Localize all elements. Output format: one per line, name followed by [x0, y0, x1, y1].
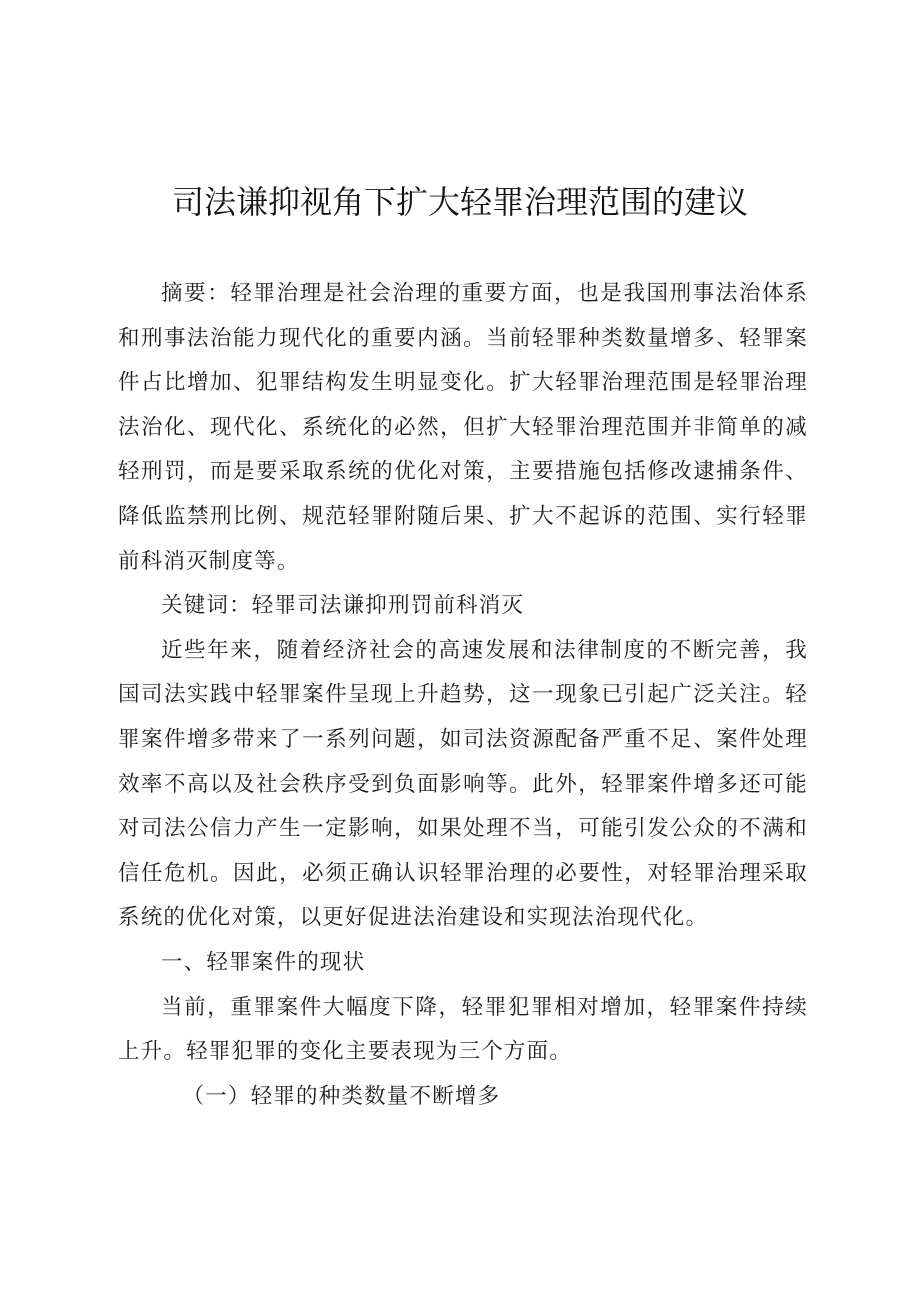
- subsection-heading: （一）轻罪的种类数量不断增多: [182, 1083, 501, 1109]
- keywords-paragraph: 关键词：轻罪司法谦抑刑罚前科消灭: [161, 593, 525, 619]
- document-title: 司法谦抑视角下扩大轻罪治理范围的建议: [171, 183, 748, 221]
- document-body: [118, 272, 808, 1119]
- abstract-paragraph: 摘要：轻罪治理是社会治理的重要方面，也是我国刑事法治体系和刑事法治能力现代化的重要内涵。当前轻罪种类数量增多、轻罪案件占比增加、犯罪结构发生明显变化。扩大轻罪治理范围是轻罪治理法治化、现代化、系统化的必然，但扩大轻罪治理范围并非简单的减轻刑罚，而是要采取系统的优化对策，主要措施包括修改逮捕条件、降低监禁刑比例、规范轻罪附随后果、扩大不起诉的范围、实行轻罪前科消灭制度等。: [118, 281, 808, 574]
- section-heading: 一、轻罪案件的现状: [161, 949, 366, 975]
- section-paragraph: 当前，重罪案件大幅度下降，轻罪犯罪相对增加，轻罪案件持续上升。轻罪犯罪的变化主要表现为三个方面。: [118, 994, 808, 1065]
- intro-paragraph: 近些年来，随着经济社会的高速发展和法律制度的不断完善，我国司法实践中轻罪案件呈现上升趋势，这一现象已引起广泛关注。轻罪案件增多带来了一系列问题，如司法资源配备严重不足、案件处理效率不高以及社会秩序受到负面影响等。此外，轻罪案件增多还可能对司法公信力产生一定影响，如果处理不当，可能引发公众的不满和信任危机。因此，必须正确认识轻罪治理的必要性，对轻罪治理采取系统的优化对策，以更好促进法治建设和实现法治现代化。: [118, 637, 808, 931]
